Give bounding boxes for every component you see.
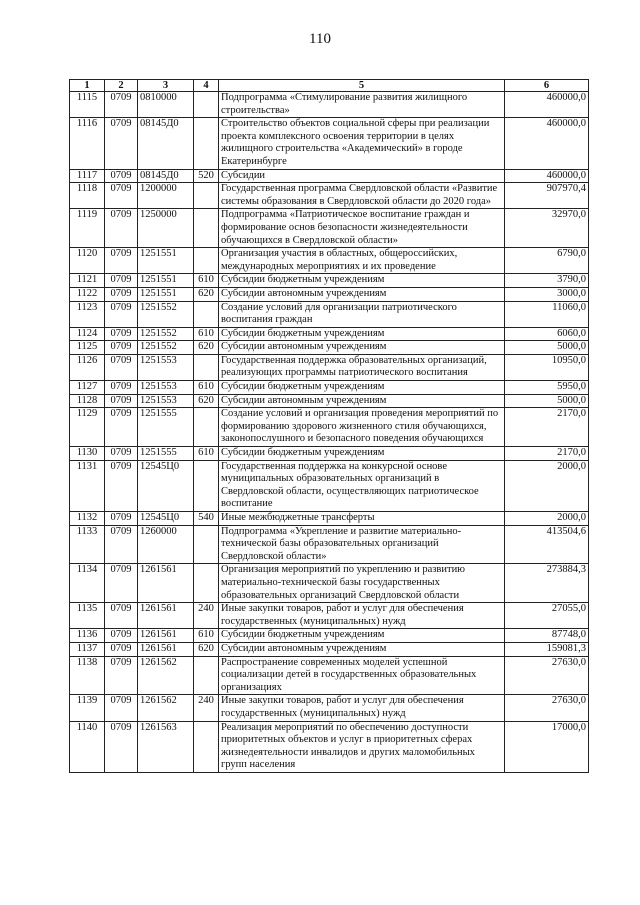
target-code: 1251553 [138,354,194,380]
target-code: 1251551 [138,287,194,301]
section-code: 0709 [105,394,138,408]
table-row [70,169,589,183]
expense-type [194,460,219,511]
item-name: Субсидии автономным учреждениям [219,287,505,301]
amount: 10950,0 [505,354,589,380]
header-col-2: 2 [105,80,138,92]
item-name: Иные закупки товаров, работ и услуг для обеспечения государственных (муниципальных) нужд [219,695,505,721]
item-name: Распространение современных моделей успешной социализации детей в государственных образовательных организациях [219,656,505,695]
item-name: Иные закупки товаров, работ и услуг для обеспечения государственных (муниципальных) нужд [219,603,505,629]
item-name: Субсидии бюджетным учреждениям [219,274,505,288]
amount: 159081,3 [505,642,589,656]
target-code: 1261563 [138,721,194,772]
row-number: 1136 [70,629,105,643]
table-row [70,564,589,603]
amount: 5000,0 [505,394,589,408]
target-code: 1251555 [138,408,194,447]
row-number: 1122 [70,287,105,301]
expense-type [194,301,219,327]
row-number: 1119 [70,209,105,248]
item-name: Субсидии бюджетным учреждениям [219,629,505,643]
table-body [70,92,589,773]
table-row [70,394,589,408]
amount: 273884,3 [505,564,589,603]
expense-type: 610 [194,381,219,395]
table-row [70,341,589,355]
row-number: 1118 [70,183,105,209]
table-row [70,301,589,327]
expense-type: 620 [194,394,219,408]
amount: 2000,0 [505,512,589,526]
item-name: Субсидии [219,169,505,183]
table-row [70,447,589,461]
amount: 907970,4 [505,183,589,209]
row-number: 1140 [70,721,105,772]
section-code: 0709 [105,327,138,341]
target-code: 1261562 [138,695,194,721]
expense-type: 540 [194,512,219,526]
target-code: 1251555 [138,447,194,461]
item-name: Государственная программа Свердловской области «Развитие системы образования в Свердловской области до 2020 года» [219,183,505,209]
row-number: 1121 [70,274,105,288]
amount: 27630,0 [505,695,589,721]
table-row [70,695,589,721]
table-row [70,721,589,772]
expense-type: 620 [194,287,219,301]
section-code: 0709 [105,642,138,656]
row-number: 1127 [70,381,105,395]
table-row [70,629,589,643]
budget-table [69,79,589,773]
target-code: 08145Д0 [138,169,194,183]
target-code: 1251553 [138,394,194,408]
item-name: Организация мероприятий по укреплению и развитию материально-технической базы государственных образовательных организаций Свердловской области [219,564,505,603]
expense-type [194,721,219,772]
row-number: 1137 [70,642,105,656]
table-row [70,287,589,301]
expense-type: 610 [194,274,219,288]
section-code: 0709 [105,408,138,447]
section-code: 0709 [105,564,138,603]
table-row [70,248,589,274]
section-code: 0709 [105,274,138,288]
table-row [70,274,589,288]
table-row [70,460,589,511]
expense-type [194,408,219,447]
table-row [70,408,589,447]
table-row [70,642,589,656]
row-number: 1124 [70,327,105,341]
expense-type [194,118,219,169]
section-code: 0709 [105,301,138,327]
target-code: 1251553 [138,381,194,395]
amount: 5000,0 [505,341,589,355]
section-code: 0709 [105,381,138,395]
item-name: Субсидии бюджетным учреждениям [219,327,505,341]
row-number: 1129 [70,408,105,447]
expense-type [194,92,219,118]
row-number: 1125 [70,341,105,355]
amount: 460000,0 [505,169,589,183]
table-row [70,512,589,526]
table-row [70,381,589,395]
section-code: 0709 [105,460,138,511]
item-name: Субсидии бюджетным учреждениям [219,447,505,461]
target-code: 08145Д0 [138,118,194,169]
amount: 87748,0 [505,629,589,643]
table-row [70,656,589,695]
item-name: Субсидии автономным учреждениям [219,341,505,355]
section-code: 0709 [105,183,138,209]
expense-type [194,183,219,209]
section-code: 0709 [105,656,138,695]
target-code: 1251551 [138,274,194,288]
target-code: 1261562 [138,656,194,695]
target-code: 1251552 [138,301,194,327]
table-row [70,183,589,209]
item-name: Иные межбюджетные трансферты [219,512,505,526]
table-row [70,118,589,169]
row-number: 1133 [70,525,105,564]
target-code: 1200000 [138,183,194,209]
target-code: 0810000 [138,92,194,118]
expense-type [194,564,219,603]
target-code: 1251551 [138,248,194,274]
section-code: 0709 [105,287,138,301]
table-row [70,209,589,248]
target-code: 1261561 [138,629,194,643]
item-name: Реализация мероприятий по обеспечению доступности приоритетных объектов и услуг в приоритетных сферах жизнедеятельности инвалидов и других маломобильных групп населения [219,721,505,772]
row-number: 1123 [70,301,105,327]
expense-type [194,656,219,695]
item-name: Строительство объектов социальной сферы при реализации проекта комплексного освоения территории в целях жилищного строительства «Академический» в городе Екатеринбурге [219,118,505,169]
row-number: 1126 [70,354,105,380]
row-number: 1132 [70,512,105,526]
amount: 27630,0 [505,656,589,695]
expense-type: 610 [194,327,219,341]
target-code: 1250000 [138,209,194,248]
section-code: 0709 [105,248,138,274]
section-code: 0709 [105,92,138,118]
item-name: Государственная поддержка образовательных организаций, реализующих программы патриотического воспитания [219,354,505,380]
header-col-3: 3 [138,80,194,92]
item-name: Подпрограмма «Укрепление и развитие материально-технической базы образовательных организаций Свердловской области» [219,525,505,564]
section-code: 0709 [105,354,138,380]
row-number: 1139 [70,695,105,721]
amount: 27055,0 [505,603,589,629]
item-name: Государственная поддержка на конкурсной основе муниципальных образовательных организаций в Свердловской области, осуществляющих патриотическое воспитание [219,460,505,511]
target-code: 12545Ц0 [138,460,194,511]
section-code: 0709 [105,721,138,772]
section-code: 0709 [105,629,138,643]
amount: 2170,0 [505,447,589,461]
row-number: 1131 [70,460,105,511]
table-row [70,525,589,564]
expense-type [194,354,219,380]
amount: 460000,0 [505,118,589,169]
target-code: 1251552 [138,341,194,355]
row-number: 1134 [70,564,105,603]
expense-type: 620 [194,341,219,355]
amount: 2000,0 [505,460,589,511]
target-code: 1261561 [138,603,194,629]
table-row [70,603,589,629]
row-number: 1115 [70,92,105,118]
row-number: 1128 [70,394,105,408]
amount: 11060,0 [505,301,589,327]
row-number: 1117 [70,169,105,183]
target-code: 1261561 [138,642,194,656]
item-name: Подпрограмма «Патриотическое воспитание граждан и формирование основ безопасности жизнедеятельности обучающихся в Свердловской области» [219,209,505,248]
table-row [70,92,589,118]
header-col-5: 5 [219,80,505,92]
amount: 3790,0 [505,274,589,288]
item-name: Субсидии бюджетным учреждениям [219,381,505,395]
section-code: 0709 [105,603,138,629]
row-number: 1120 [70,248,105,274]
header-col-6: 6 [505,80,589,92]
item-name: Создание условий для организации патриотического воспитания граждан [219,301,505,327]
section-code: 0709 [105,525,138,564]
target-code: 1260000 [138,525,194,564]
expense-type [194,525,219,564]
section-code: 0709 [105,118,138,169]
page-number: 110 [309,31,331,47]
amount: 413504,6 [505,525,589,564]
table-row [70,354,589,380]
expense-type [194,248,219,274]
expense-type: 610 [194,447,219,461]
amount: 17000,0 [505,721,589,772]
header-row [70,80,589,92]
table-row [70,327,589,341]
amount: 32970,0 [505,209,589,248]
amount: 3000,0 [505,287,589,301]
expense-type: 240 [194,695,219,721]
section-code: 0709 [105,512,138,526]
item-name: Создание условий и организация проведения мероприятий по формированию здорового жизненного стиля обучающихся, законопослушного и безопасного поведения обучающихся [219,408,505,447]
item-name: Субсидии автономным учреждениям [219,394,505,408]
header-col-4: 4 [194,80,219,92]
expense-type: 610 [194,629,219,643]
row-number: 1135 [70,603,105,629]
amount: 5950,0 [505,381,589,395]
section-code: 0709 [105,695,138,721]
row-number: 1138 [70,656,105,695]
item-name: Организация участия в областных, общероссийских, международных мероприятиях и их проведение [219,248,505,274]
section-code: 0709 [105,447,138,461]
item-name: Субсидии автономным учреждениям [219,642,505,656]
item-name: Подпрограмма «Стимулирование развития жилищного строительства» [219,92,505,118]
amount: 2170,0 [505,408,589,447]
expense-type [194,209,219,248]
target-code: 12545Ц0 [138,512,194,526]
header-col-1: 1 [70,80,105,92]
section-code: 0709 [105,169,138,183]
amount: 6790,0 [505,248,589,274]
expense-type: 240 [194,603,219,629]
amount: 6060,0 [505,327,589,341]
amount: 460000,0 [505,92,589,118]
section-code: 0709 [105,209,138,248]
section-code: 0709 [105,341,138,355]
row-number: 1116 [70,118,105,169]
expense-type: 520 [194,169,219,183]
expense-type: 620 [194,642,219,656]
target-code: 1251552 [138,327,194,341]
target-code: 1261561 [138,564,194,603]
row-number: 1130 [70,447,105,461]
